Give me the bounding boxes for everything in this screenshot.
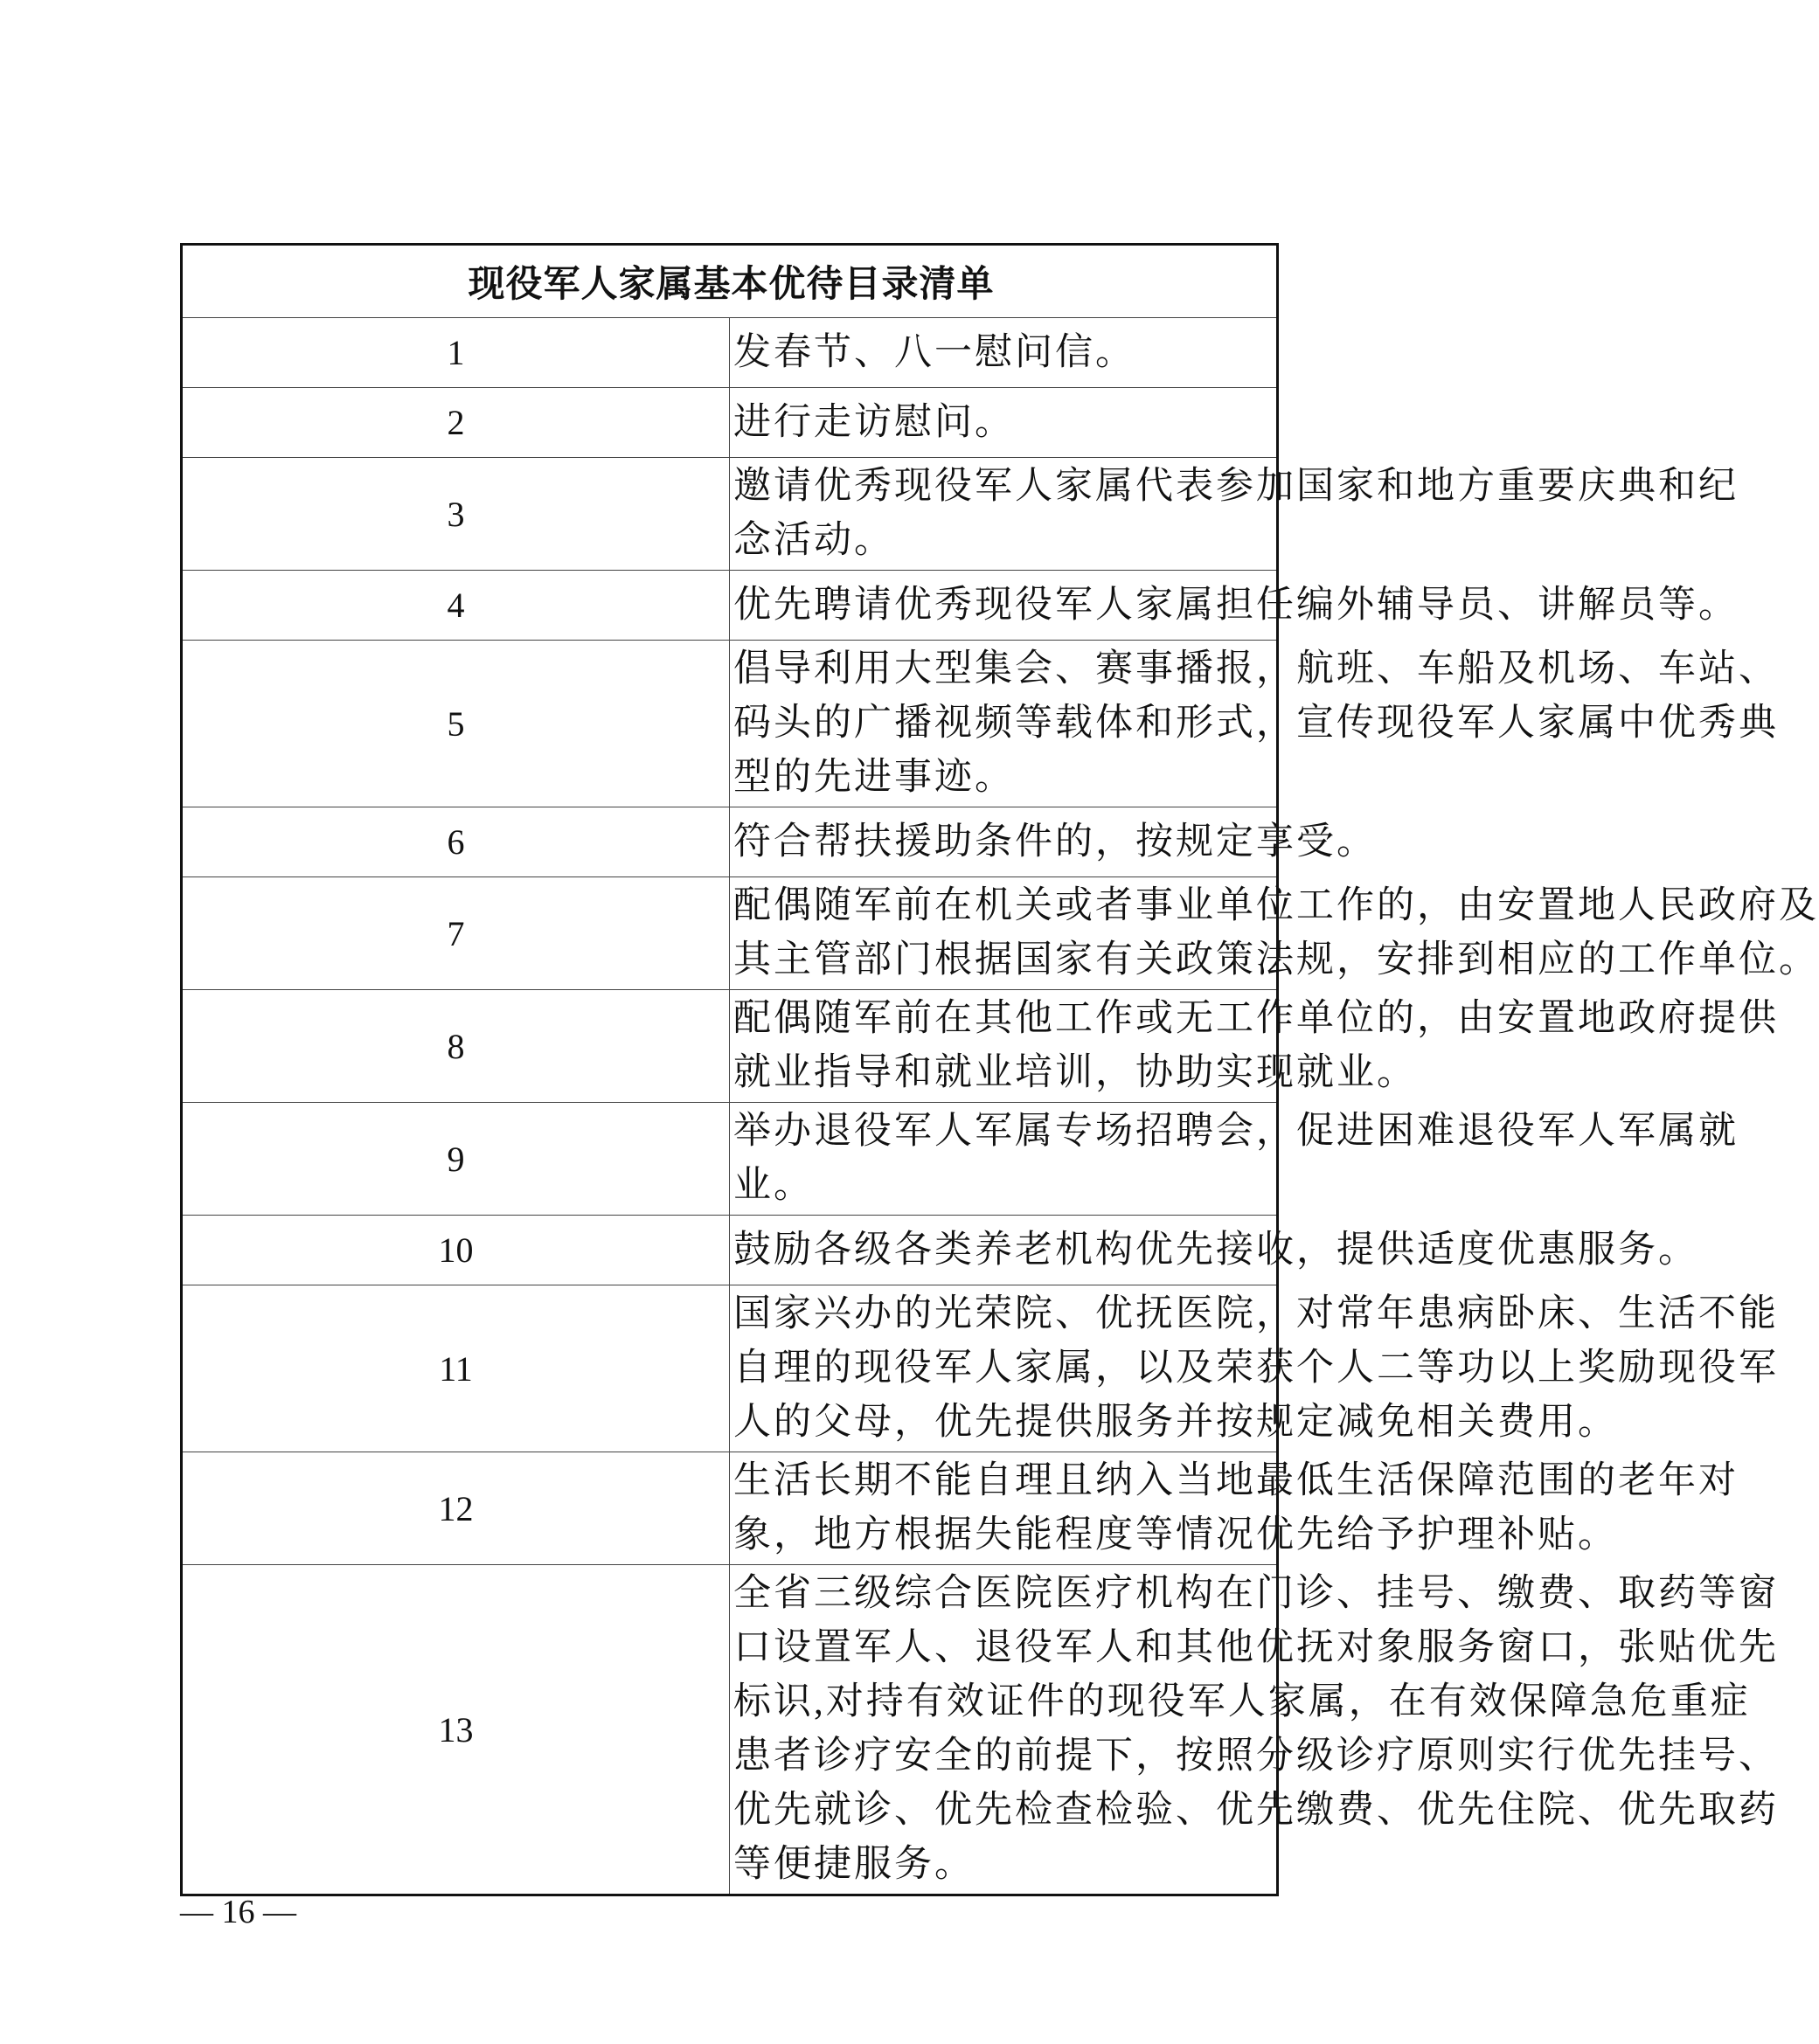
- item-text-line: 倡导利用大型集会、赛事播报，航班、车船及机场、车站、: [733, 648, 1779, 689]
- item-number: 3: [182, 458, 730, 571]
- item-text: [730, 877, 1819, 990]
- item-text-line: 邀请优秀现役军人家属代表参加国家和地方重要庆典和纪: [733, 466, 1739, 507]
- item-text-line: 标识,对持有效证件的现役军人家属，在有效保障急危重症: [733, 1681, 1751, 1722]
- item-text: [730, 388, 1278, 458]
- item-text-line: 其主管部门根据国家有关政策法规，安排到相应的工作单位。: [733, 939, 1819, 980]
- item-text-line: 自理的现役军人家属，以及荣获个人二等功以上奖励现役军: [733, 1348, 1779, 1389]
- item-number: 10: [182, 1216, 730, 1285]
- item-number: 1: [182, 318, 730, 388]
- item-text-line: 优先聘请优秀现役军人家属担任编外辅导员、讲解员等。: [733, 584, 1739, 626]
- item-text: [730, 1285, 1779, 1452]
- item-text-line: 生活长期不能自理且纳入当地最低生活保障范围的老年对: [733, 1460, 1739, 1501]
- item-number: 11: [182, 1285, 730, 1452]
- item-text: [730, 990, 1779, 1103]
- item-number: 2: [182, 388, 730, 458]
- item-text-line: 业。: [733, 1165, 814, 1206]
- item-text-line: 举办退役军人军属专场招聘会，促进困难退役军人军属就: [733, 1111, 1739, 1152]
- item-text-line: 国家兴办的光荣院、优抚医院，对常年患病卧床、生活不能: [733, 1293, 1779, 1334]
- item-text: [730, 1565, 1779, 1895]
- item-text-line: 口设置军人、退役军人和其他优抚对象服务窗口，张贴优先: [733, 1627, 1779, 1668]
- item-number: 13: [182, 1565, 730, 1895]
- item-number: 7: [182, 877, 730, 990]
- item-text-line: 象，地方根据失能程度等情况优先给予护理补贴。: [733, 1514, 1618, 1556]
- item-text-line: 配偶随军前在机关或者事业单位工作的，由安置地人民政府及: [733, 885, 1819, 926]
- item-text-line: 患者诊疗安全的前提下，按照分级诊疗原则实行优先挂号、: [733, 1736, 1779, 1777]
- item-text-line: 发春节、八一慰问信。: [733, 331, 1135, 373]
- item-text-line: 念活动。: [733, 520, 894, 561]
- item-number: 5: [182, 641, 730, 807]
- item-text-line: 等便捷服务。: [733, 1844, 975, 1885]
- item-text: [730, 1216, 1698, 1285]
- item-text-line: 全省三级综合医院医疗机构在门诊、挂号、缴费、取药等窗: [733, 1573, 1779, 1614]
- item-text: [730, 807, 1377, 877]
- item-number: 4: [182, 571, 730, 641]
- table-title: 现役军人家属基本优待目录清单: [182, 245, 1278, 318]
- item-text-line: 型的先进事迹。: [733, 757, 1015, 798]
- benefits-table: [180, 243, 1819, 1896]
- table-row: [182, 807, 1278, 877]
- item-text: [730, 571, 1739, 641]
- table-row: [182, 641, 1278, 807]
- table-row: [182, 990, 1278, 1103]
- item-text-line: 优先就诊、优先检查检验、优先缴费、优先住院、优先取药: [733, 1790, 1779, 1831]
- table-row: [182, 1103, 1278, 1216]
- table-row: [182, 1452, 1278, 1565]
- item-text: [730, 458, 1739, 571]
- table-row: [182, 571, 1278, 641]
- table-row: [182, 1285, 1278, 1452]
- item-number: 6: [182, 807, 730, 877]
- item-number: 8: [182, 990, 730, 1103]
- item-text-line: 码头的广播视频等载体和形式，宣传现役军人家属中优秀典: [733, 703, 1779, 744]
- item-text-line: 配偶随军前在其他工作或无工作单位的，由安置地政府提供: [733, 998, 1779, 1039]
- item-text-line: 就业指导和就业培训，协助实现就业。: [733, 1052, 1417, 1093]
- table-row: [182, 318, 1278, 388]
- page-number: — 16 —: [180, 1894, 296, 1930]
- item-number: 12: [182, 1452, 730, 1565]
- item-text: [730, 1103, 1739, 1216]
- item-number: 9: [182, 1103, 730, 1216]
- table-row: [182, 388, 1278, 458]
- item-text-line: 符合帮扶援助条件的，按规定享受。: [733, 821, 1377, 863]
- table-row: [182, 877, 1278, 990]
- item-text-line: 进行走访慰问。: [733, 401, 1015, 443]
- item-text-line: 鼓励各级各类养老机构优先接收，提供适度优惠服务。: [733, 1229, 1698, 1271]
- table-row: [182, 458, 1278, 571]
- table-header-row: [182, 245, 1278, 318]
- item-text: [730, 1452, 1739, 1565]
- item-text: [730, 641, 1779, 807]
- item-text-line: 人的父母，优先提供服务并按规定减免相关费用。: [733, 1402, 1618, 1443]
- item-text: [730, 318, 1278, 388]
- table-row: [182, 1565, 1278, 1895]
- table-row: [182, 1216, 1278, 1285]
